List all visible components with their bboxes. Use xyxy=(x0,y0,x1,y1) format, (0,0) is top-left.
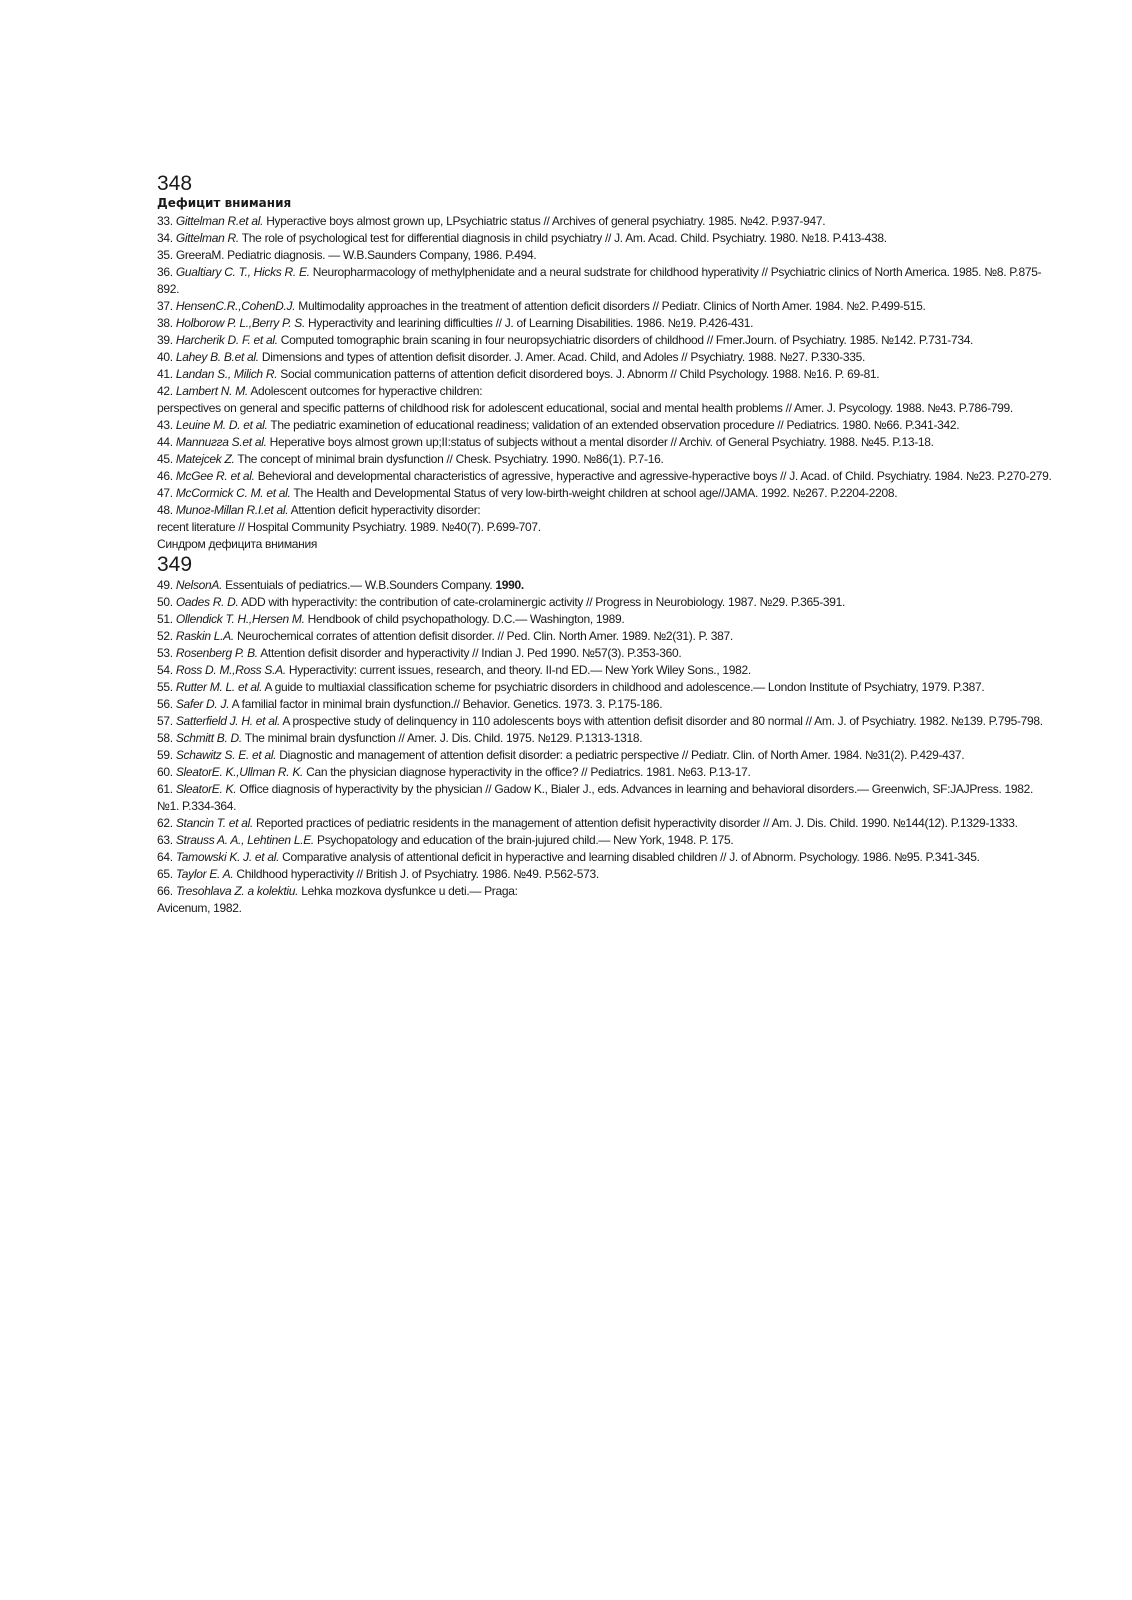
reference-continuation: recent literature // Hospital Community Psychiatry. 1989. №40(7). P.699-707. xyxy=(157,520,541,534)
reference-item: 59. Schawitz S. E. et al. Diagnostic and management of attention defisit disorder: a pediatric perspective // Pediatr. Clin. of North Amer. 1984. №31(2). P.429-437. xyxy=(157,748,965,762)
page-number: 349 xyxy=(157,553,193,576)
reference-item: 66. Tresohlava Z. a kolektiu. Lehka mozkova dysfunkce u deti.— Praga: xyxy=(157,884,518,898)
reference-item: 62. Stancin T. et al. Reported practices of pediatric residents in the management of attention defisit hyperactivity disorder // Am. J. Dis. Child. 1990. №144(12). P.1329-1333. xyxy=(157,816,1018,830)
reference-item: 49. NelsonA. Essentuials of pediatrics.— W.B.Sounders Company. 1990. xyxy=(157,578,524,592)
reference-item: 52. Raskin L.A. Neurochemical corrates of attention defisit disorder. // Ped. Clin. North Amer. 1989. №2(31). P. 387. xyxy=(157,629,733,643)
reference-item: 39. Harcherik D. F. et al. Computed tomographic brain scaning in four neuropsychiatric disorders of childhood // Fmer.Journ. of Psychiatry. 1985. №142. P.731-734. xyxy=(157,333,974,347)
reference-item: 64. Tamowski K. J. et al. Comparative analysis of attentional deficit in hyperactive and learning disabled children // J. of Abnorm. Psychology. 1986. №95. P.341-345. xyxy=(157,850,980,864)
reference-list xyxy=(157,213,1057,536)
reference-item: 63. Strauss A. A., Lehtinen L.E. Psychopatology and education of the brain-jujured child.— New York, 1948. P. 175. xyxy=(157,833,734,847)
reference-list xyxy=(157,577,1057,917)
reference-item: 35. GreeraM. Pediatric diagnosis. — W.B.Saunders Company, 1986. P.494. xyxy=(157,248,537,262)
reference-item: 50. Oades R. D. ADD with hyperactivity: the contribution of cate-crolaminergic activity // Progress in Neurobiology. 1987. №29. P.365-391. xyxy=(157,595,846,609)
reference-item: 38. Holborow P. L.,Berry P. S. Hyperactivity and learining difficulties // J. of Learning Disabilities. 1986. №19. P.426-431. xyxy=(157,316,754,330)
reference-item: 33. Gittelman R.et al. Hyperactive boys almost grown up, LPsychiatric status // Archives of general psychiatry. 1985. №42. P.937-947. xyxy=(157,214,826,228)
document-page xyxy=(157,172,1057,917)
reference-item: 43. Leuine M. D. et al. The pediatric examinetion of educational readiness; validation of an extended observation procedure // Pediatrics. 1980. №66. P.341-342. xyxy=(157,418,960,432)
page-number: 348 xyxy=(157,172,193,195)
reference-item: 57. Satterfield J. H. et al. A prospective study of delinquency in 110 adolescents boys with attention defisit disorder and 80 normal // Am. J. of Psychiatry. 1982. №139. P.795-798. xyxy=(157,714,1043,728)
reference-item: 60. SleatorE. K.,Ullman R. K. Can the physician diagnose hyperactivity in the office? // Pediatrics. 1981. №63. P.13-17. xyxy=(157,765,751,779)
reference-item: 53. Rosenberg P. B. Attention defisit disorder and hyperactivity // Indian J. Ped 1990. №57(3). P.353-360. xyxy=(157,646,682,660)
reference-item: 40. Lahey B. B.et al. Dimensions and types of attention defisit disorder. J. Amer. Acad. Child, and Adoles // Psychiatry. 1988. №27. P.330-335. xyxy=(157,350,866,364)
reference-item: 37. HensenC.R.,CohenD.J. Multimodality approaches in the treatment of attention deficit disorders // Pediatr. Clinics of North Amer. 1984. №2. P.499-515. xyxy=(157,299,926,313)
reference-item: 55. Rutter M. L. et al. A guide to multiaxial classification scheme for psychiatric disorders in childhood and adolescence.— London Institute of Psychiatry, 1979. P.387. xyxy=(157,680,985,694)
reference-item: 61. SleatorE. K. Office diagnosis of hyperactivity by the physician // Gadow K., Bialer J., eds. Advances in learning and behavioral disorders.— Greenwich, SF:JAJPress. 1982. №1. P.334-364. xyxy=(157,782,1034,813)
reference-continuation: perspectives on general and specific patterns of childhood risk for adolescent educational, social and mental health problems // Amer. J. Psycology. 1988. №43. P.786-799. xyxy=(157,401,1013,415)
reference-item: 46. McGee R. et al. Behevioral and developmental characteristics of agressive, hyperactive and agressive-hyperactive boys // J. Acad. of Child. Psychiatry. 1984. №23. P.270-279. xyxy=(157,469,1052,483)
reference-item: 58. Schmitt B. D. The minimal brain dysfunction // Amer. J. Dis. Child. 1975. №129. P.1313-1318. xyxy=(157,731,643,745)
reference-item: 44. Mannuггa S.et al. Heperative boys almost grown up;II:status of subjects without a mental disorder // Archiv. of General Psychiatry. 1988. №45. P.13-18. xyxy=(157,435,934,449)
reference-item: 48. Mиnoг-Millan R.I.et al. Attention deficit hyperactivity disorder: xyxy=(157,503,481,517)
reference-item: 41. Landan S., Milich R. Social communication patterns of attention deficit disordered boys. J. Abnorm // Child Psychology. 1988. №16. P. 69-81. xyxy=(157,367,880,381)
reference-item: 36. Gualtiary C. T., Hicks R. E. Neuropharmacology of methylphenidate and a neural sudstrate for childhood hyperativity // Psychiatric clinics of North America. 1985. №8. P.875-892. xyxy=(157,265,1042,296)
reference-item: 54. Ross D. M.,Ross S.A. Hyperactivity: current issues, research, and theory. II-nd ED.— New York Wiley Sons., 1982. xyxy=(157,663,751,677)
reference-item: 42. Lambert N. M. Adolescent outcomes for hyperactive children: xyxy=(157,384,483,398)
reference-item: 51. Ollendick T. H.,Hersen M. Hendbook of child psychopathology. D.C.— Washington, 1989. xyxy=(157,612,625,626)
reference-item: 47. McCormick C. M. et al. The Health and Developmental Status of very low-birth-weight children at school age//JAMA. 1992. №267. P.2204-2208. xyxy=(157,486,898,500)
reference-item: 56. Safer D. J. A familial factor in minimal brain dysfunction.// Behavior. Genetics. 1973. 3. P.175-186. xyxy=(157,697,663,711)
running-head: Синдром дефицита внимания xyxy=(157,537,318,551)
reference-item: 34. Gittelman R. The role of psychological test for differential diagnosis in child psychiatry // J. Am. Acad. Child. Psychiatry. 1980. №18. P.413-438. xyxy=(157,231,887,245)
reference-continuation: Avicenum, 1982. xyxy=(157,901,242,915)
chapter-heading: Дефицит внимания xyxy=(157,196,292,210)
reference-item: 65. Taylor E. A. Childhood hyperactivity // British J. of Psychiatry. 1986. №49. P.562-573. xyxy=(157,867,599,881)
reference-item: 45. Matejcek Z. The concept of minimal brain dysfunction // Chesk. Psychiatry. 1990. №86(1). P.7-16. xyxy=(157,452,664,466)
